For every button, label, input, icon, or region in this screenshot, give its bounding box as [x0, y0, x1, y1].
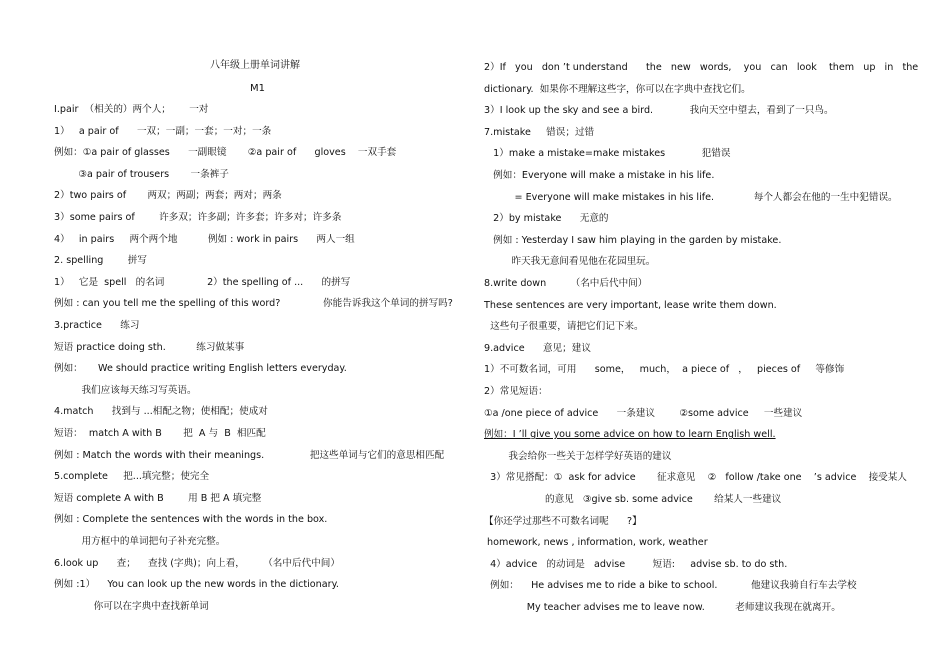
right-text-line: 【你还学过那些不可数名词呢 ?】: [484, 515, 642, 527]
right-text-line: 2）常见短语：: [484, 386, 548, 397]
left-text-line: I.pair （相关的）两个人； 一对: [54, 104, 209, 115]
left-text-line: 3）some pairs of 许多双；许多副；许多套；许多对；许多条: [54, 212, 342, 223]
document-subtitle: M1: [250, 83, 265, 94]
right-text-line: 2）by mistake 无意的: [484, 213, 609, 225]
left-text-line: 例如 : can you tell me the spelling of this word? 你能告诉我这个单词的拼写吗?: [54, 298, 453, 310]
left-text-line: 1） a pair of 一双；一副；一套；一对；一条: [54, 125, 272, 137]
right-text-line: 我会给你一些关于怎样学好英语的建议: [484, 450, 672, 462]
right-text-line: My teacher advises me to leave now. 老师建议我现在就离开。: [484, 602, 841, 613]
right-text-line: 这些句子很重要，请把它们记下来。: [484, 321, 644, 333]
right-text-line: 1）make a mistake=make mistakes 犯错误: [484, 148, 731, 160]
left-text-line: 例如：①a pair of glasses 一副眼镜 ②a pair of gloves 一双手套: [54, 147, 397, 159]
right-text-line: dictionary. 如果你不理解这些字，你可以在字典中查找它们。: [484, 83, 751, 95]
left-text-line: 2. spelling 拼写: [54, 255, 147, 267]
right-text-line: = Everyone will make mistakes in his life. 每个人都会在他的一生中犯错误。: [484, 191, 898, 203]
left-text-line: 6.look up 查； 查找 (字典)；向上看， （名中后代中间）: [54, 557, 340, 569]
left-text-line: 我们应该每天练习写英语。: [54, 384, 197, 396]
document-title: 八年级上册单词讲解: [210, 60, 300, 71]
left-text-line: 例如： We should practice writing English letters everyday.: [54, 363, 347, 375]
left-text-line: 例如 : Complete the sentences with the words in the box.: [54, 514, 328, 526]
right-text-line: 7.mistake 错误；过错: [484, 126, 595, 138]
left-text-line: ③a pair of trousers 一条裤子: [54, 168, 229, 180]
right-text-line: 9.advice 意见；建议: [484, 342, 591, 354]
right-text-line: 例如： He advises me to ride a bike to school. 他建议我骑自行车去学校: [484, 580, 857, 592]
left-text-line: 例如 : Match the words with their meanings. 把这些单词与它们的意思相匹配: [54, 449, 445, 461]
right-text-line: 的意见 ③give sb. some advice 给某人一些建议: [484, 494, 782, 505]
right-text-line: 1）不可数名词，可用 some， much， a piece of ， pieces of 等修饰: [484, 364, 845, 376]
right-text-line: These sentences are very important, lease write them down.: [484, 299, 777, 311]
left-text-line: 1） 它是 spell 的名词 2）the spelling of ... 的拼写: [54, 276, 351, 288]
right-text-line: 2）If you don ’t understand the new words, you can look them up in the: [484, 62, 919, 73]
left-text-line: 例如 :1） You can look up the new words in the dictionary.: [54, 579, 339, 591]
left-text-line: 用方框中的单词把句子补充完整。: [54, 536, 226, 547]
left-text-line: 4） in pairs 两个两个地 例如 : work in pairs 两人一组: [54, 233, 355, 245]
right-text-line: 例如：Everyone will make a mistake in his life.: [484, 170, 715, 181]
left-text-line: 短语： match A with B 把 A 与 B 相匹配: [54, 428, 266, 439]
left-text-line: 短语 practice doing sth. 练习做某事: [54, 341, 245, 353]
right-text-line: 8.write down （名中后代中间）: [484, 278, 648, 289]
right-text-line: 3）常见搭配：① ask for advice 征求意见 ② follow /take one ’s advice 接受某人: [484, 472, 907, 484]
left-text-line: 4.match 找到与 ...相配之物；使相配；使成对: [54, 406, 268, 418]
right-text-line: homework, news , information, work, weather: [484, 537, 708, 549]
right-text-line: 例如：I ’ll give you some advice on how to learn English well.: [484, 429, 776, 441]
left-text-line: 5.complete 把...填完整；使完全: [54, 471, 210, 483]
left-text-line: 短语 complete A with B 用 B 把 A 填完整: [54, 492, 262, 504]
left-text-line: 2）two pairs of 两双；两副；两套；两对；两条: [54, 190, 282, 202]
left-text-line: 3.practice 练习: [54, 320, 140, 331]
right-text-line: 例如 : Yesterday I saw him playing in the garden by mistake.: [484, 234, 782, 246]
right-text-line: 昨天我无意间看见他在花园里玩。: [484, 256, 656, 268]
right-text-line: ①a /one piece of advice 一条建议 ②some advice 一些建议: [484, 407, 803, 419]
right-text-line: 3）I look up the sky and see a bird. 我向天空中望去，看到了一只鸟。: [484, 105, 834, 117]
right-text-line: 4）advice 的动词是 advise 短语: advise sb. to do sth.: [484, 558, 788, 570]
left-text-line: 你可以在字典中查找新单词: [54, 600, 209, 612]
